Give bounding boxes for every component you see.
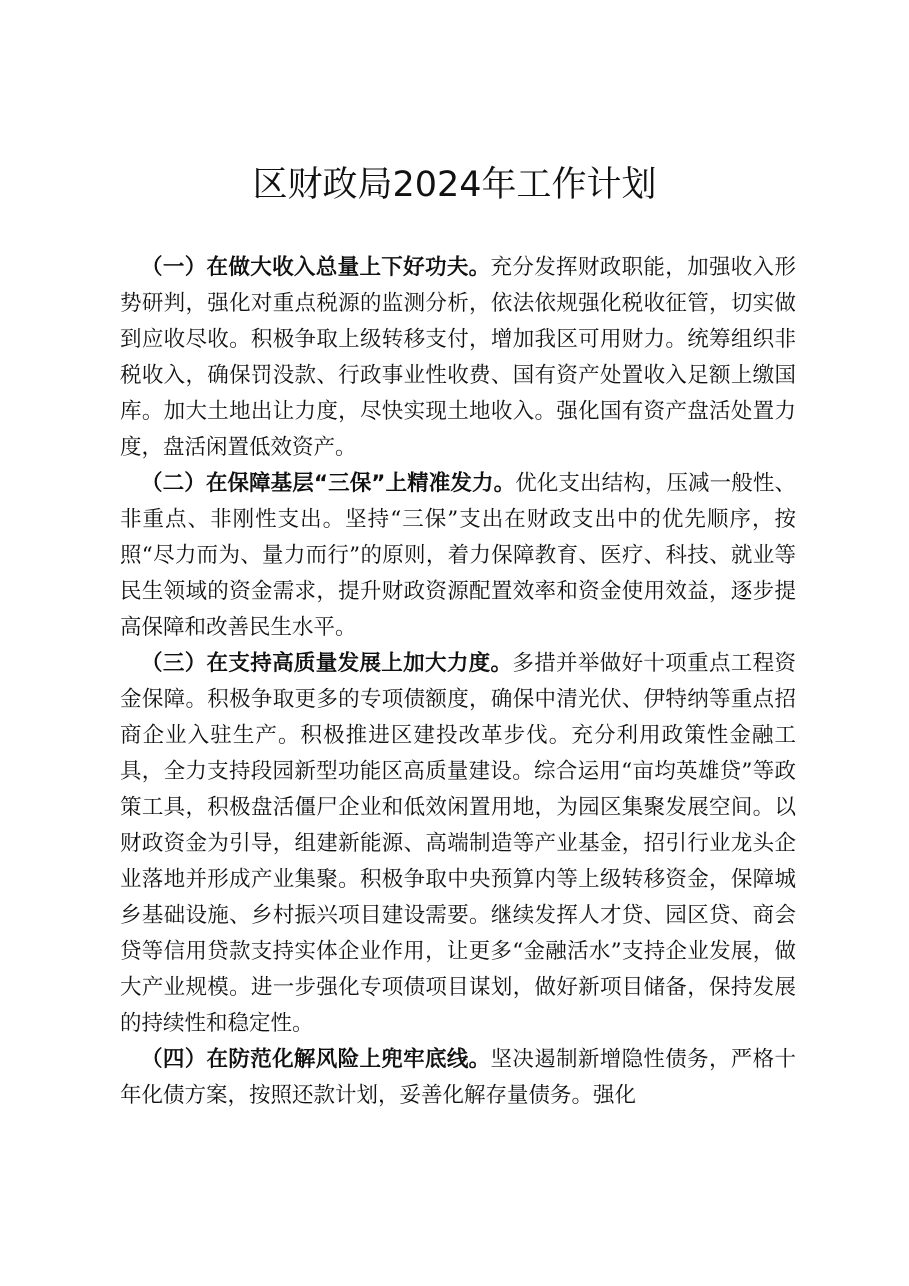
paragraph-2	[120, 466, 796, 646]
document-title: 区财政局2024年工作计划	[252, 165, 657, 205]
paragraph-text: 坚决遏制新增隐性债务，严格十年化债方案，按照还款计划，妥善化解存量债务。强化	[120, 1047, 796, 1108]
paragraph-heading: （二）在保障基层“三保”上精准发力。	[141, 471, 516, 496]
paragraph-text: 优化支出结构，压减一般性、非重点、非刚性支出。坚持“三保”支出在财政支出中的优先顺序，按照“尽力而为、量力而行”的原则，着力保障教育、医疗、科技、就业等民生领域的资金需求，提升财政资源配置效率和资金使用效益，逐步提高保障和改善民生水平。	[120, 471, 796, 640]
paragraph-text: 充分发挥财政职能，加强收入形势研判，强化对重点税源的监测分析，依法依规强化税收征管，切实做到应收尽收。积极争取上级转移支付，增加我区可用财力。统筹组织非税收入，确保罚没款、行政事业性收费、国有资产处置收入足额上缴国库。加大土地出让力度，尽快实现土地收入。强化国有资产盘活处置力度，盘活闲置低效资产。	[120, 255, 796, 460]
paragraph-heading: （三）在支持高质量发展上加大力度。	[141, 651, 513, 676]
paragraph-heading: （一）在做大收入总量上下好功夫。	[141, 255, 491, 280]
paragraph-3	[120, 646, 796, 1042]
paragraph-4	[120, 1042, 796, 1114]
paragraph-text: 多措并举做好十项重点工程资金保障。积极争取更多的专项债额度，确保中清光伏、伊特纳等重点招商企业入驻生产。积极推进区建投改革步伐。充分利用政策性金融工具，全力支持段园新型功能区高质量建设。综合运用“亩均英雄贷”等政策工具，积极盘活僵尸企业和低效闲置用地，为园区集聚发展空间。以财政资金为引导，组建新能源、高端制造等产业基金，招引行业龙头企业落地并形成产业集聚。积极争取中央预算内等上级转移资金，保障城乡基础设施、乡村振兴项目建设需要。继续发挥人才贷、园区贷、商会贷等信用贷款支持实体企业作用，让更多“金融活水”支持企业发展，做大产业规模。进一步强化专项债项目谋划，做好新项目储备，保持发展的持续性和稳定性。	[120, 651, 796, 1036]
paragraph-1	[120, 250, 796, 466]
document-body	[120, 250, 796, 1114]
paragraph-heading: （四）在防范化解风险上兜牢底线。	[141, 1047, 491, 1072]
